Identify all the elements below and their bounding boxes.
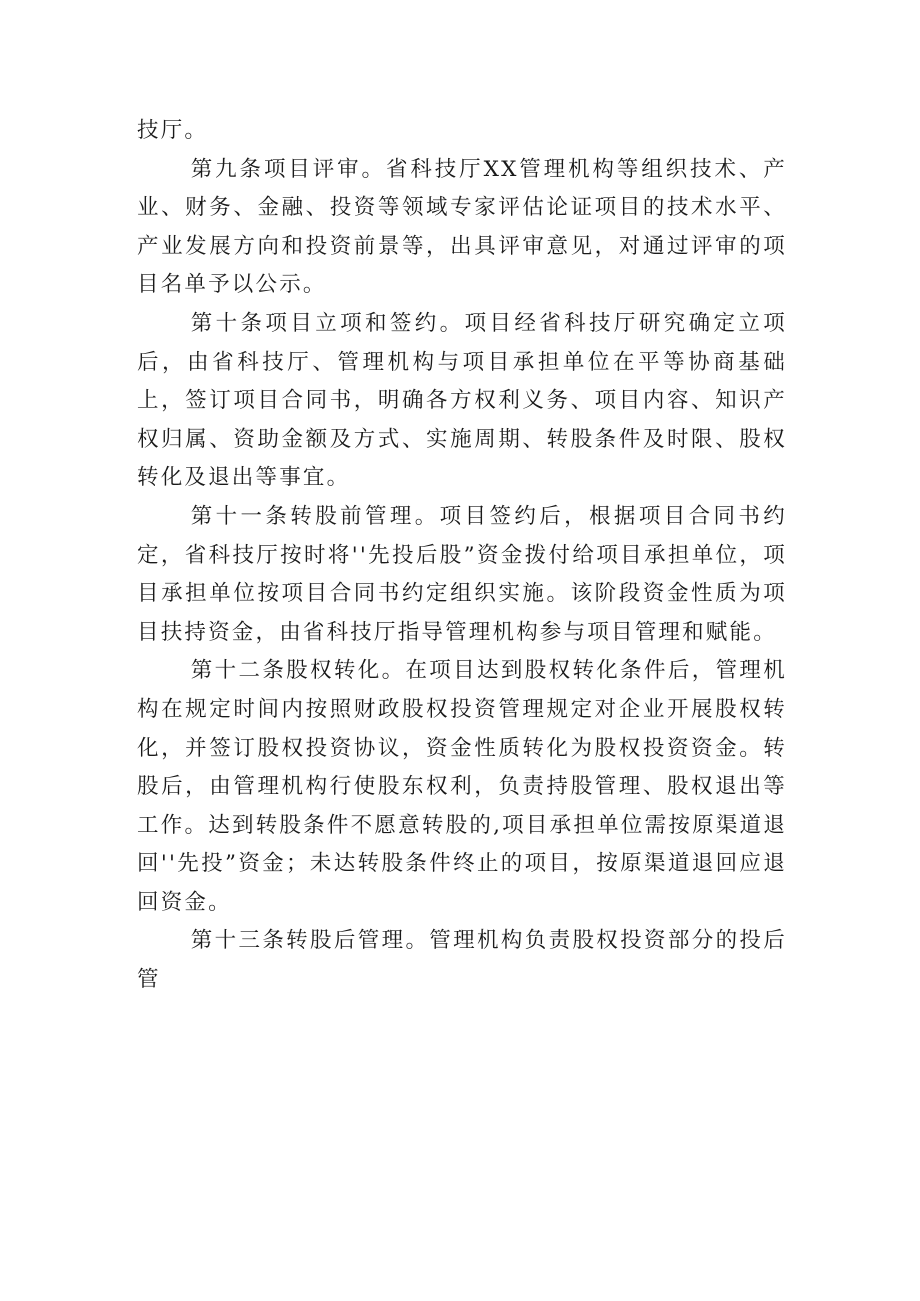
paragraph-article-11: 第十一条转股前管理。项目签约后，根据项目合同书约定，省科技厅按时将''先投后股”资金拨付给项目承担单位，项目承担单位按项目合同书约定组织实施。该阶段资金性质为项目扶持资金，由省科技厅指导管理机构参与项目管理和赋能。: [137, 503, 787, 645]
paragraph-continuation: 技厅。: [137, 118, 209, 143]
document-body: [137, 112, 787, 1000]
paragraph-article-13: 第十三条转股后管理。管理机构负责股权投资部分的投后管: [137, 928, 787, 993]
paragraph-article-12: 第十二条股权转化。在项目达到股权转化条件后，管理机构在规定时间内按照财政股权投资管理规定对企业开展股权转化，并签订股权投资协议，资金性质转化为股权投资资金。转股后，由管理机构行使股东权利，负责持股管理、股权退出等工作。达到转股条件不愿意转股的,项目承担单位需按原渠道退回''先投”资金；未达转股条件终止的项目，按原渠道退回应退回资金。: [137, 658, 787, 915]
paragraph-article-9: 第九条项目评审。省科技厅XX管理机构等组织技术、产业、财务、金融、投资等领域专家评估论证项目的技术水平、产业发展方向和投资前景等，出具评审意见，对通过评审的项目名单予以公示。: [137, 156, 787, 298]
paragraph-article-10: 第十条项目立项和签约。项目经省科技厅研究确定立项后，由省科技厅、管理机构与项目承担单位在平等协商基础上，签订项目合同书，明确各方权利义务、项目内容、知识产权归属、资助金额及方式、实施周期、转股条件及时限、股权转化及退出等事宜。: [137, 310, 787, 491]
